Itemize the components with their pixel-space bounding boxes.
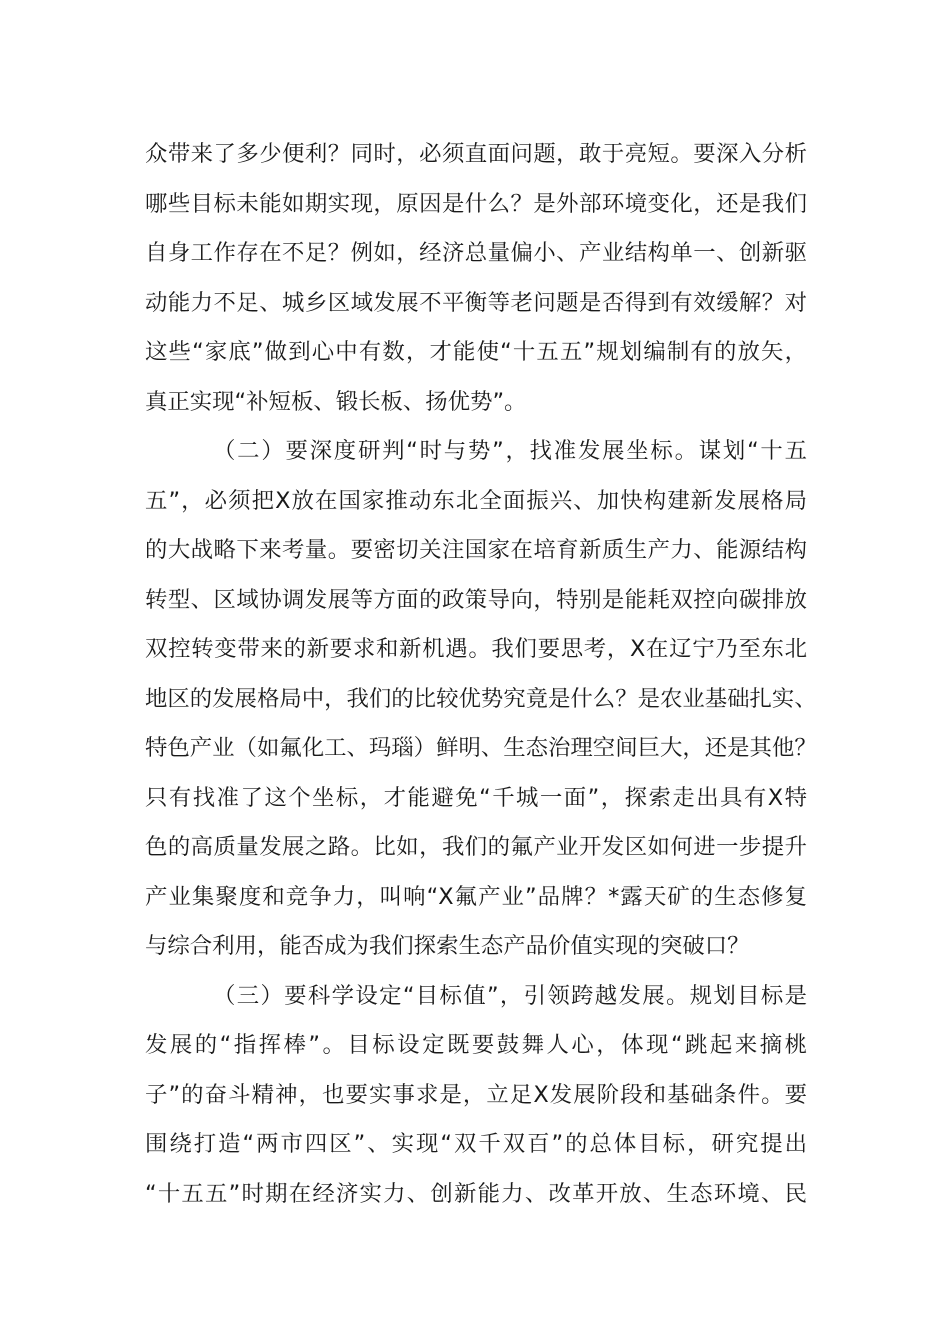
text-line: 发展的“指挥棒”。目标设定既要鼓舞人心，体现“跳起来摘桃: [145, 1032, 807, 1058]
text-line: 这些“家底”做到心中有数，才能使“十五五”规划编制有的放矢，: [145, 339, 807, 365]
text-line: 色的高质量发展之路。比如，我们的氟产业开发区如何进一步提升: [145, 834, 807, 860]
text-line: 哪些目标未能如期实现，原因是什么？是外部环境变化，还是我们: [145, 190, 807, 217]
paragraph-3: [145, 972, 807, 1220]
text-line: “十五五”时期在经济实力、创新能力、改革开放、生态环境、民: [145, 1180, 807, 1207]
text-line: 子”的奋斗精神，也要实事求是，立足X发展阶段和基础条件。要: [145, 1081, 807, 1108]
text-line: 产业集聚度和竞争力，叫响“X氟产业”品牌？*露天矿的生态修复: [145, 883, 807, 910]
section-heading-line: （三）要科学设定“目标值”，引领跨越发展。规划目标是: [213, 982, 807, 1009]
paragraph-2: [145, 427, 817, 972]
text-line: 自身工作存在不足？例如，经济总量偏小、产业结构单一、创新驱: [145, 240, 807, 266]
paragraph-1: [145, 130, 807, 427]
text-line: 五”，必须把X放在国家推动东北全面振兴、加快构建新发展格局: [145, 487, 807, 514]
text-line: 只有找准了这个坐标，才能避免“千城一面”，探索走出具有X特: [145, 784, 807, 811]
text-line: 双控转变带来的新要求和新机遇。我们要思考，X在辽宁乃至东北: [145, 636, 807, 662]
text-line: 真正实现“补短板、锻长板、扬优势”。: [145, 388, 527, 415]
text-line: 地区的发展格局中，我们的比较优势究竟是什么？是农业基础扎实、: [145, 685, 817, 712]
text-line: 与综合利用，能否成为我们探索生态产品价值实现的突破口？: [145, 933, 750, 959]
text-line: 动能力不足、城乡区域发展不平衡等老问题是否得到有效缓解？对: [145, 289, 807, 316]
document-page: [145, 130, 817, 1219]
text-line: 围绕打造“两市四区”、实现“双千双百”的总体目标，研究提出: [145, 1131, 807, 1157]
text-line: 众带来了多少便利？同时，必须直面问题，敢于亮短。要深入分析: [145, 141, 807, 167]
text-line: 转型、区域协调发展等方面的政策导向，特别是能耗双控向碳排放: [145, 586, 807, 613]
text-line: 的大战略下来考量。要密切关注国家在培育新质生产力、能源结构: [145, 537, 807, 563]
text-line: 特色产业（如氟化工、玛瑙）鲜明、生态治理空间巨大，还是其他？: [145, 735, 817, 761]
section-heading-line: （二）要深度研判“时与势”，找准发展坐标。谋划“十五: [213, 438, 807, 464]
